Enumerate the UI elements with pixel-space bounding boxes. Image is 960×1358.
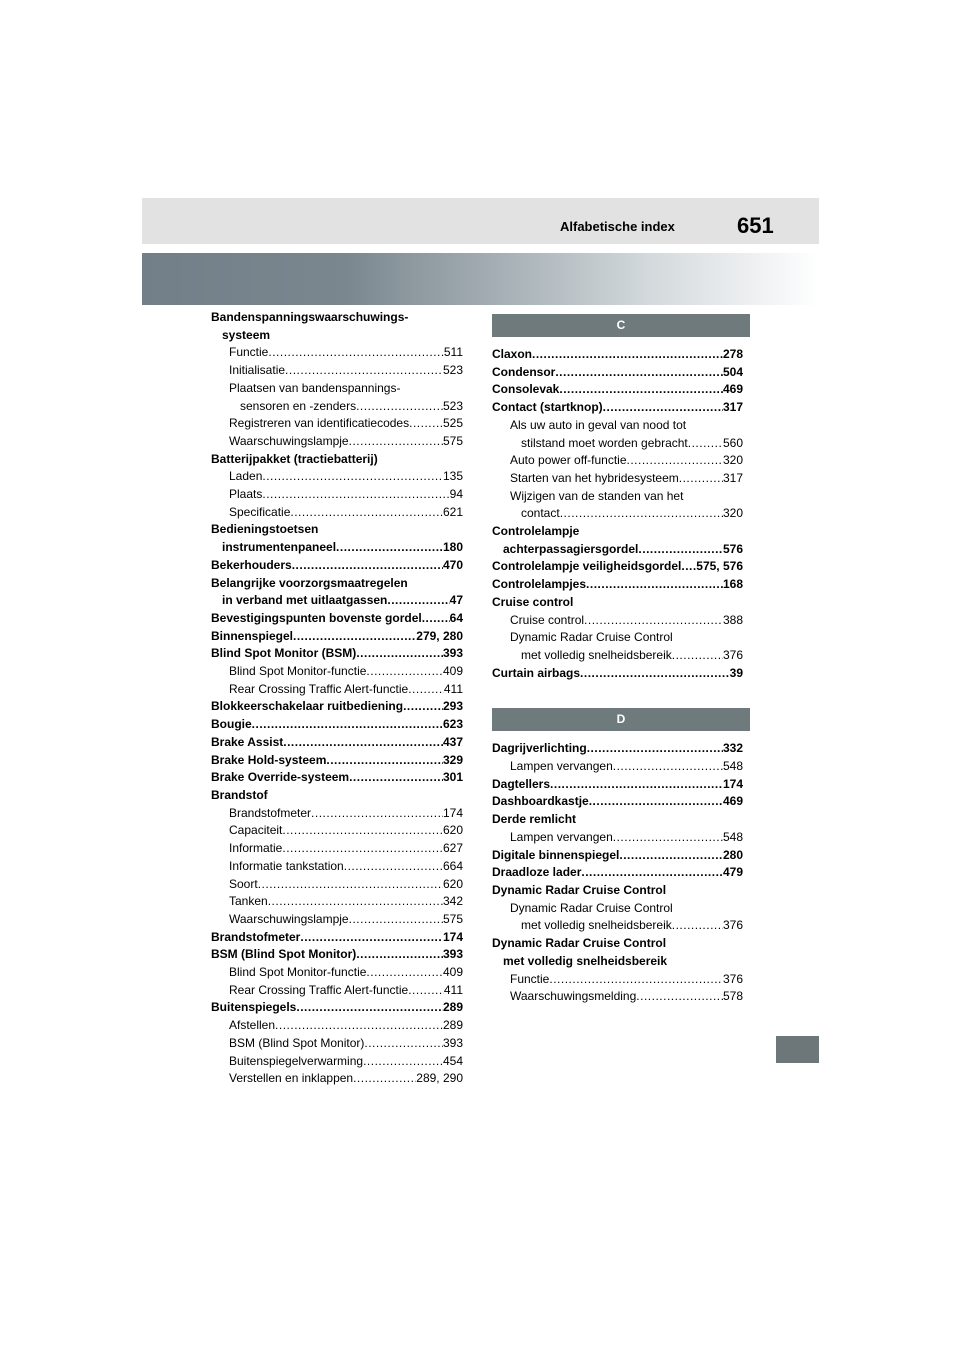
index-heading: Plaatsen van bandenspannings- (229, 380, 401, 395)
index-entry[interactable] (211, 982, 463, 1000)
index-entry-term: Draadloze lader (492, 865, 582, 880)
index-entry-term: Waarschuwingslampje (229, 911, 349, 926)
section-header-c: C (492, 314, 750, 337)
index-entry-page[interactable]: 289, 290 (416, 1071, 463, 1086)
dot-leader (268, 893, 443, 911)
index-entry-page[interactable]: 575 (442, 911, 463, 926)
index-entry-term: Brandstofmeter (211, 929, 301, 944)
index-entry[interactable] (492, 612, 743, 630)
index-entry-term: Digitale binnenspiegel (492, 847, 620, 862)
index-entry[interactable] (492, 505, 743, 523)
dot-leader (549, 971, 723, 989)
index-entry-page[interactable]: 317 (722, 470, 743, 485)
dot-leader (283, 734, 443, 752)
dot-leader (258, 876, 443, 894)
index-entry-term: Lampen vervangen (510, 829, 613, 844)
index-entry-term: in verband met uitlaatgassen (222, 593, 388, 608)
index-entry-page[interactable]: 329 (442, 752, 463, 767)
index-entry[interactable] (211, 610, 463, 628)
index-entry[interactable] (211, 752, 463, 770)
dot-leader (366, 663, 443, 681)
index-entry[interactable] (211, 929, 463, 947)
index-heading: Dynamic Radar Cruise Control (492, 882, 667, 897)
index-entry-term: Functie (229, 345, 269, 360)
index-entry-page[interactable]: 620 (442, 823, 463, 838)
index-entry-page[interactable]: 621 (442, 504, 463, 519)
dot-leader (268, 344, 444, 362)
chapter-side-tab[interactable] (776, 1036, 819, 1063)
index-entry-page[interactable]: 289 (442, 1000, 463, 1015)
index-entry-page[interactable]: 576 (722, 541, 743, 556)
dot-leader (619, 847, 723, 865)
index-entry-term: Functie (510, 971, 550, 986)
index-entry-term: Contact (startknop) (492, 400, 603, 415)
dot-leader (587, 740, 723, 758)
index-entry[interactable] (211, 1053, 463, 1071)
index-entry[interactable] (211, 645, 463, 663)
index-entry-term: Waarschuwingsmelding (510, 989, 637, 1004)
index-entry-term: Cruise control (510, 612, 585, 627)
index-entry-page[interactable]: 278 (722, 347, 743, 361)
index-entry-page[interactable]: 47 (449, 593, 463, 608)
index-entry[interactable] (211, 486, 463, 504)
index-entry-page[interactable]: 64 (449, 610, 463, 625)
dot-leader (364, 1035, 443, 1053)
dot-leader (408, 681, 444, 699)
index-entry[interactable] (211, 769, 463, 787)
index-entry-term: Blokkeerschakelaar ruitbediening (211, 699, 404, 714)
index-entry-term: Bekerhouders (211, 557, 292, 572)
index-entry-page[interactable]: 393 (442, 1035, 463, 1050)
index-entry-term: contact (521, 506, 560, 521)
index-entry-term: Soort (229, 876, 258, 891)
index-entry-term: Tanken (229, 894, 268, 909)
dot-leader (681, 558, 696, 576)
dot-leader (356, 645, 443, 663)
index-heading: Brandstof (211, 787, 268, 802)
dot-leader (613, 758, 723, 776)
section-d-entries (492, 740, 743, 1006)
index-entry[interactable] (492, 776, 743, 794)
index-heading: Cruise control (492, 594, 574, 609)
index-entry-term: Lampen vervangen (510, 759, 613, 774)
index-entry-page[interactable]: 411 (443, 982, 463, 997)
index-entry[interactable] (211, 716, 463, 734)
index-entry-page[interactable]: 504 (722, 364, 743, 379)
dot-leader (252, 716, 443, 734)
index-heading: Controlelampje (492, 524, 580, 539)
index-entry-page[interactable]: 289 (442, 1018, 463, 1033)
index-entry[interactable] (492, 793, 743, 811)
index-entry-page[interactable]: 393 (442, 646, 463, 661)
index-entry-page[interactable]: 548 (722, 829, 743, 844)
index-entry[interactable] (211, 398, 463, 416)
index-entry[interactable] (211, 822, 463, 840)
index-entry-term: Brake Override-systeem (211, 770, 350, 785)
index-heading: Wijzigen van de standen van het (510, 488, 684, 503)
index-entry-page[interactable]: 411 (443, 681, 463, 696)
index-entry-term: Plaats (229, 487, 263, 502)
dot-leader (560, 505, 723, 523)
dot-leader (300, 929, 443, 947)
dot-leader (672, 917, 723, 935)
dot-leader (586, 576, 723, 594)
index-entry[interactable] (492, 364, 743, 382)
index-entry-page[interactable]: 135 (442, 469, 463, 484)
index-entry[interactable] (492, 399, 743, 417)
index-entry[interactable] (211, 964, 463, 982)
index-entry-term: achterpassagiersgordel (503, 541, 639, 556)
index-entry-term: Controlelampjes (492, 577, 587, 592)
index-entry[interactable] (211, 911, 463, 929)
index-entry-page[interactable]: 409 (442, 965, 463, 980)
index-entry-page[interactable]: 523 (442, 398, 463, 413)
index-entry-page[interactable]: 511 (443, 345, 463, 360)
index-entry[interactable] (211, 805, 463, 823)
index-entry[interactable] (211, 681, 463, 699)
index-entry-term: Condensor (492, 364, 556, 379)
index-entry[interactable] (211, 893, 463, 911)
index-entry[interactable] (211, 1017, 463, 1035)
index-entry-term: Claxon (492, 347, 533, 361)
index-heading: Dynamic Radar Cruise Control (492, 936, 667, 951)
index-entry-page[interactable]: 279, 280 (416, 628, 463, 643)
index-entry-page[interactable]: 317 (722, 400, 743, 415)
index-entry-page[interactable]: 174 (442, 805, 463, 820)
index-entry-page[interactable]: 664 (442, 858, 463, 873)
dot-leader (559, 381, 723, 399)
page-header-title: Alfabetische index (560, 219, 675, 234)
index-entry[interactable] (211, 698, 463, 716)
index-entry-page[interactable]: 620 (442, 876, 463, 891)
index-entry-term: Consolevak (492, 382, 560, 397)
index-entry[interactable] (492, 558, 743, 576)
index-entry-term: Specificatie (229, 504, 291, 519)
index-heading: Bandenspanningswaarschuwings- (211, 310, 409, 324)
index-entry[interactable] (492, 346, 743, 364)
dot-leader (584, 612, 723, 630)
index-entry-page[interactable]: 393 (442, 947, 463, 962)
dot-leader (638, 541, 723, 559)
index-entry-term: Capaciteit (229, 823, 283, 838)
index-entry[interactable] (492, 864, 743, 882)
index-heading: Belangrijke voorzorgsmaatregelen (211, 575, 408, 590)
dot-leader (290, 504, 443, 522)
dot-leader (672, 647, 723, 665)
dot-leader (627, 452, 723, 470)
index-entry-term: Auto power off-functie (510, 453, 627, 468)
index-entry-page[interactable]: 168 (722, 577, 743, 592)
index-entry[interactable] (492, 541, 743, 559)
index-entry[interactable] (492, 988, 743, 1006)
index-entry-page[interactable]: 180 (442, 540, 463, 555)
index-entry-term: Informatie (229, 841, 283, 856)
index-entry-page[interactable]: 470 (442, 557, 463, 572)
dot-leader (285, 362, 443, 380)
index-entry-page[interactable]: 469 (722, 382, 743, 397)
index-entry-term: Bougie (211, 717, 252, 732)
index-entry-page[interactable]: 332 (722, 741, 743, 756)
index-entry-term: Brake Assist (211, 734, 284, 749)
index-entry-page[interactable]: 575, 576 (696, 559, 743, 574)
index-entry-page[interactable]: 560 (722, 435, 743, 450)
index-entry[interactable] (492, 647, 743, 665)
index-heading: Dynamic Radar Cruise Control (510, 900, 673, 915)
index-entry-term: met volledig snelheidsbereik (521, 918, 672, 933)
index-entry-term: Laden (229, 469, 263, 484)
dot-leader (581, 864, 723, 882)
index-entry-page[interactable]: 409 (442, 664, 463, 679)
index-entry-term: Rear Crossing Traffic Alert-functie (229, 681, 409, 696)
index-entry-term: Brake Hold-systeem (211, 752, 327, 767)
dot-leader (422, 610, 450, 628)
index-entry-term: Curtain airbags (492, 665, 581, 680)
dot-leader (387, 592, 449, 610)
dot-leader (311, 805, 443, 823)
index-entry-page[interactable]: 479 (722, 865, 743, 880)
index-entry-page[interactable]: 376 (722, 918, 743, 933)
index-entry-page[interactable]: 320 (722, 453, 743, 468)
index-entry[interactable] (492, 452, 743, 470)
index-entry-page[interactable]: 525 (442, 416, 463, 431)
index-entry[interactable] (211, 1035, 463, 1053)
dot-leader (292, 557, 443, 575)
index-entry-term: Blind Spot Monitor-functie (229, 965, 367, 980)
index-entry-page[interactable]: 454 (442, 1053, 463, 1068)
index-entry-term: sensoren en -zenders (240, 398, 357, 413)
dot-leader (275, 1017, 443, 1035)
index-entry[interactable] (211, 433, 463, 451)
index-entry[interactable] (492, 758, 743, 776)
dot-leader (366, 964, 443, 982)
index-entry-page[interactable]: 301 (442, 770, 463, 785)
index-entry-page[interactable]: 342 (442, 894, 463, 909)
index-entry[interactable] (211, 344, 463, 362)
dot-leader (550, 776, 723, 794)
index-entry-term: Controlelampje veiligheidsgordel (492, 559, 682, 574)
dot-leader (636, 988, 723, 1006)
index-entry-page[interactable]: 174 (442, 929, 463, 944)
index-entry-term: Dagtellers (492, 776, 551, 791)
index-entry[interactable] (492, 971, 743, 989)
dot-leader (603, 399, 723, 417)
index-entry[interactable] (211, 1070, 463, 1088)
index-entry[interactable] (211, 504, 463, 522)
index-entry-term: BSM (Blind Spot Monitor) (229, 1035, 365, 1050)
section-header-d: D (492, 708, 750, 731)
dot-leader (349, 911, 443, 929)
index-entry-page[interactable]: 548 (722, 759, 743, 774)
header-gradient-band (142, 253, 819, 305)
index-entry[interactable] (492, 470, 743, 488)
index-entry[interactable] (492, 917, 743, 935)
index-entry-page[interactable]: 469 (722, 794, 743, 809)
index-entry-term: Binnenspiegel (211, 628, 294, 643)
index-column-right (492, 309, 743, 1006)
dot-leader (353, 1070, 416, 1088)
index-entry-page[interactable]: 578 (722, 989, 743, 1004)
index-entry-term: Brandstofmeter (229, 805, 312, 820)
index-entry-term: instrumentenpaneel (222, 540, 337, 555)
index-entry-page[interactable]: 623 (442, 717, 463, 732)
index-entry-page[interactable]: 376 (722, 647, 743, 662)
dot-leader (262, 468, 443, 486)
index-entry[interactable] (492, 665, 743, 683)
dot-leader (344, 858, 443, 876)
index-entry[interactable] (492, 740, 743, 758)
index-entry-term: Afstellen (229, 1018, 276, 1033)
index-entry-term: Buitenspiegels (211, 1000, 297, 1015)
dot-leader (555, 364, 723, 382)
index-entry-term: Verstellen en inklappen (229, 1071, 354, 1086)
index-entry-term: Dagrijverlichting (492, 741, 587, 756)
dot-leader (296, 999, 443, 1017)
index-entry-term: Buitenspiegelverwarming (229, 1053, 364, 1068)
dot-leader (326, 752, 443, 770)
index-entry[interactable] (211, 415, 463, 433)
dot-leader (409, 415, 443, 433)
index-entry-term: stilstand moet worden gebracht (521, 435, 688, 450)
dot-leader (589, 793, 723, 811)
index-column-left (211, 309, 463, 1088)
index-entry-page[interactable]: 437 (442, 734, 463, 749)
index-entry[interactable] (492, 847, 743, 865)
index-entry[interactable] (211, 557, 463, 575)
index-heading: systeem (222, 327, 271, 342)
index-entry[interactable] (211, 362, 463, 380)
index-entry-page[interactable]: 280 (722, 847, 743, 862)
index-entry[interactable] (492, 381, 743, 399)
index-entry-term: Initialisatie (229, 363, 286, 378)
dot-leader (293, 628, 416, 646)
index-entry-term: Registreren van identificatiecodes (229, 416, 410, 431)
index-entry-page[interactable]: 523 (442, 363, 463, 378)
index-entry[interactable] (211, 663, 463, 681)
dot-leader (356, 398, 443, 416)
index-entry[interactable] (211, 628, 463, 646)
dot-leader (282, 822, 443, 840)
index-entry-term: met volledig snelheidsbereik (521, 647, 672, 662)
dot-leader (403, 698, 443, 716)
index-entry-term: Bevestigingspunten bovenste gordel (211, 610, 422, 625)
index-entry-page[interactable]: 39 (729, 665, 743, 680)
dot-leader (580, 665, 730, 683)
index-entry-page[interactable]: 293 (442, 699, 463, 714)
dot-leader (262, 486, 449, 504)
index-entry-page[interactable]: 627 (442, 841, 463, 856)
index-entry-page[interactable]: 388 (722, 612, 743, 627)
dot-leader (349, 769, 443, 787)
index-entry[interactable] (492, 435, 743, 453)
index-entry[interactable] (211, 876, 463, 894)
dot-leader (679, 470, 723, 488)
index-entry-term: BSM (Blind Spot Monitor) (211, 947, 357, 962)
index-entry[interactable] (492, 829, 743, 847)
index-heading: Derde remlicht (492, 812, 577, 827)
dot-leader (688, 435, 723, 453)
index-entry-page[interactable]: 320 (722, 506, 743, 521)
index-entry-page[interactable]: 94 (449, 487, 463, 502)
index-entry-page[interactable]: 174 (722, 776, 743, 791)
index-entry-term: Blind Spot Monitor (BSM) (211, 646, 357, 661)
index-heading: Als uw auto in geval van nood tot (510, 417, 687, 432)
dot-leader (363, 1053, 443, 1071)
dot-leader (532, 346, 723, 364)
dot-leader (356, 946, 443, 964)
index-entry[interactable] (211, 592, 463, 610)
index-heading: met volledig snelheidsbereik (503, 953, 668, 968)
dot-leader (408, 982, 444, 1000)
index-heading: Bedieningstoetsen (211, 522, 319, 537)
index-heading: Dynamic Radar Cruise Control (510, 630, 673, 645)
index-entry-term: Informatie tankstation (229, 858, 344, 873)
page-number: 651 (737, 213, 774, 238)
index-entry[interactable] (211, 858, 463, 876)
header-bar (142, 198, 819, 244)
index-entry-page[interactable]: 376 (722, 971, 743, 986)
index-entry[interactable] (211, 539, 463, 557)
index-entry-term: Blind Spot Monitor-functie (229, 664, 367, 679)
index-entry[interactable] (211, 734, 463, 752)
index-entry[interactable] (211, 840, 463, 858)
dot-leader (349, 433, 443, 451)
dot-leader (282, 840, 443, 858)
index-entry[interactable] (211, 946, 463, 964)
index-entry[interactable] (492, 576, 743, 594)
index-entry[interactable] (211, 999, 463, 1017)
index-entry-term: Dashboardkastje (492, 794, 589, 809)
index-entry-term: Starten van het hybridesysteem (510, 470, 679, 485)
index-entry[interactable] (211, 468, 463, 486)
index-entry-term: Waarschuwingslampje (229, 433, 349, 448)
section-c-entries (492, 346, 743, 682)
index-entry-term: Rear Crossing Traffic Alert-functie (229, 982, 409, 997)
index-entry-page[interactable]: 575 (442, 433, 463, 448)
index-heading: Batterijpakket (tractiebatterij) (211, 451, 378, 466)
dot-leader (613, 829, 723, 847)
dot-leader (336, 539, 443, 557)
